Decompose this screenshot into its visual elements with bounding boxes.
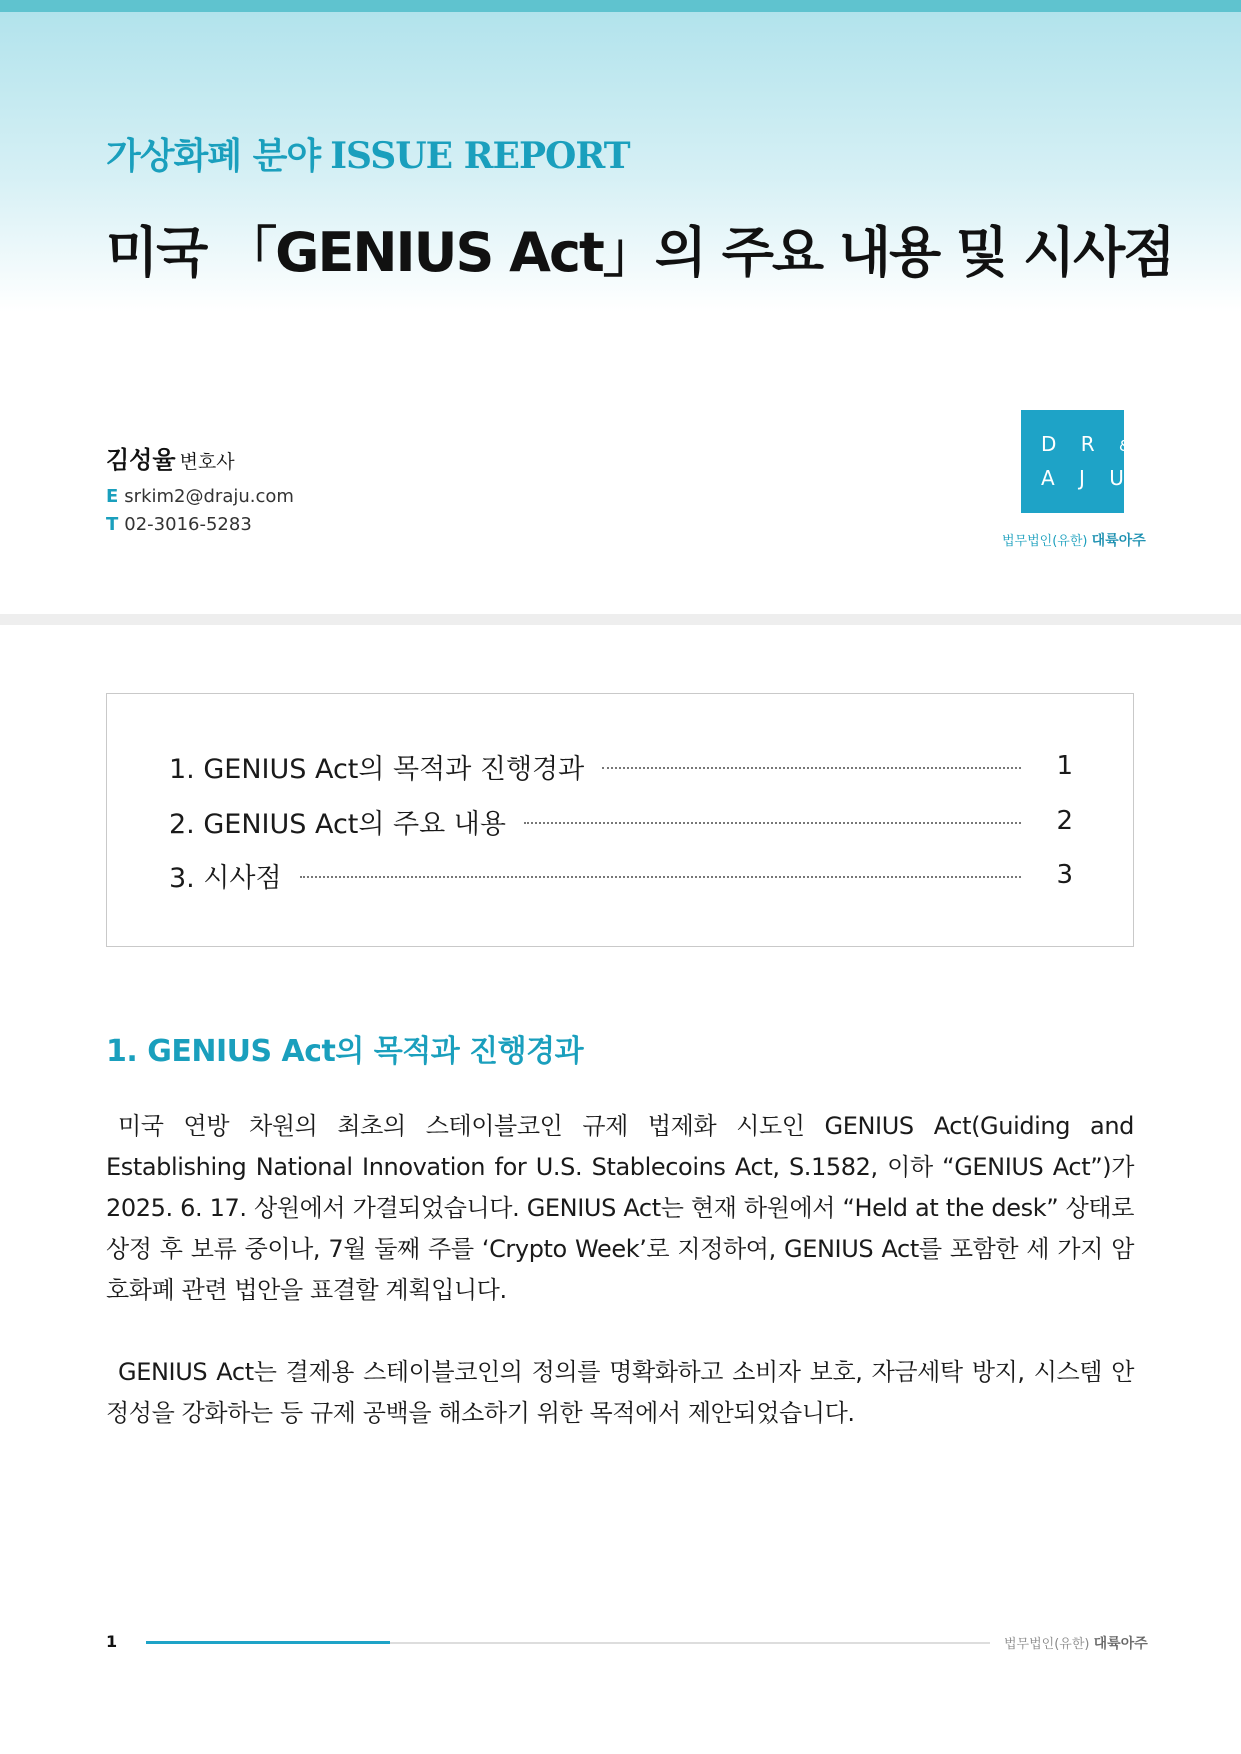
logo-ampersand: &: [1119, 437, 1131, 455]
body-paragraph-1: 미국 연방 차원의 최초의 스테이블코인 규제 법제화 시도인 GENIUS Act(Guiding and Establishing National Innovation for U.S. Stablecoins Act, S.1582, 이하 “GENIUS Act”)가 2025. 6. 17. 상원에서 가결되었습니다. GENIUS Act는 현재 하원에서 “Held at the desk” 상태로 상정 후 보류 중이나, 7월 둘째 주를 ‘Crypto Week’로 지정하여, GENIUS Act를 포함한 세 가지 암호화폐 관련 법안을 표결할 계획입니다.: [106, 1112, 1134, 1304]
firm-name-caption: [1002, 530, 1146, 550]
page-title: 미국 「GENIUS Act」의 주요 내용 및 시사점: [106, 221, 1174, 284]
email-label: E: [106, 486, 119, 507]
body-paragraph-2: GENIUS Act는 결제용 스테이블코인의 정의를 명확화하고 소비자 보호, 자금세탁 방지, 시스템 안정성을 강화하는 등 규제 공백을 해소하기 위한 목적에서 제안되었습니다.: [106, 1358, 1134, 1427]
author-block: [106, 440, 235, 475]
section-divider: [0, 614, 1241, 625]
toc-item-2[interactable]: [169, 803, 1073, 839]
toc-item-page: 1: [1056, 751, 1073, 781]
logo-letters-dr: D R: [1041, 432, 1104, 456]
author-email-row: [106, 486, 294, 507]
toc-item-1[interactable]: [169, 748, 1073, 784]
toc-item-label: 3. 시사점: [169, 862, 282, 894]
toc-item-page: 2: [1056, 806, 1073, 836]
author-role: 변호사: [179, 451, 235, 473]
footer-progress-fill: [146, 1641, 390, 1644]
author-name: 김성율: [106, 446, 176, 474]
footer-firm-name: 대륙아주: [1093, 1636, 1148, 1652]
table-of-contents: [106, 693, 1134, 947]
author-phone-row: [106, 514, 252, 535]
toc-item-page: 3: [1056, 860, 1073, 890]
logo-line-2: A J U: [1041, 466, 1133, 490]
firm-logo: [1021, 410, 1133, 513]
footer-brand: [1004, 1633, 1148, 1653]
firm-name: 대륙아주: [1091, 533, 1146, 549]
series-label: 가상화폐 분야: [106, 136, 321, 177]
toc-leader-dots: [524, 822, 1021, 824]
toc-item-3[interactable]: [169, 857, 1073, 893]
toc-item-label: 1. GENIUS Act의 목적과 진행경과: [169, 753, 585, 785]
section-heading: 1. GENIUS Act의 목적과 진행경과: [106, 1034, 584, 1069]
author-phone: 02-3016-5283: [124, 514, 252, 535]
report-series: [106, 128, 629, 179]
phone-label: T: [106, 514, 119, 535]
series-sub-label: ISSUE REPORT: [330, 135, 630, 177]
toc-leader-dots: [300, 876, 1021, 878]
top-accent-bar: [0, 0, 1241, 12]
logo-line-1: [1041, 432, 1131, 456]
firm-type: 법무법인(유한): [1002, 534, 1088, 549]
page-number: 1: [106, 1632, 118, 1651]
footer-firm-type: 법무법인(유한): [1004, 1637, 1090, 1652]
toc-item-label: 2. GENIUS Act의 주요 내용: [169, 808, 506, 840]
toc-leader-dots: [602, 767, 1021, 769]
author-email[interactable]: srkim2@draju.com: [124, 486, 294, 507]
